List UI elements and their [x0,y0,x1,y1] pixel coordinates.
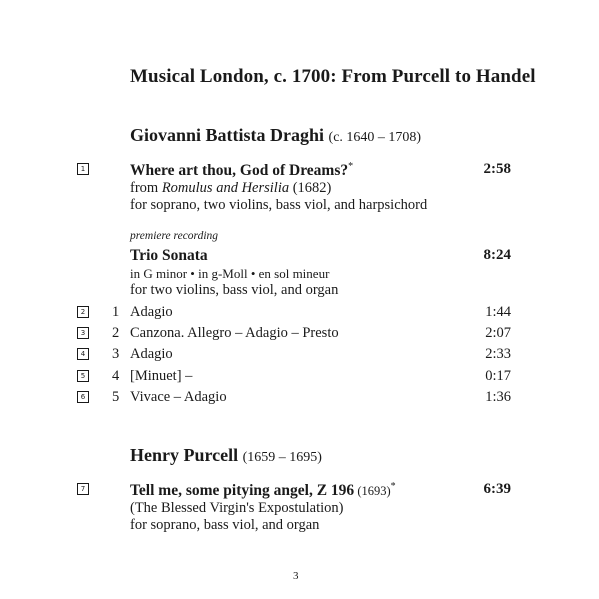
work-title-trio-sonata: Trio Sonata [130,247,208,264]
composer-dates: (1659 – 1695) [242,450,322,465]
movement-name: Vivace – Adagio [130,389,227,405]
movement-duration: 1:36 [485,389,511,405]
movement-name: [Minuet] – [130,368,193,384]
track-number-box: 7 [77,483,89,495]
track-number-box: 5 [77,370,89,382]
track-number-box: 3 [77,327,89,339]
source-year: (1682) [289,180,332,196]
composer-name: Henry Purcell [130,445,239,465]
work-scoring: for soprano, two violins, bass viol, and harpsichord [130,197,428,213]
movement-number: 2 [112,325,120,341]
work-source [130,180,331,197]
movement-number: 1 [112,304,120,320]
movement-duration: 0:17 [485,368,511,384]
movement-number: 3 [112,346,120,362]
source-title: Romulus and Hersilia [161,180,290,196]
track-number-box: 1 [77,163,89,175]
movement-name: Adagio [130,304,173,320]
work-duration: 8:24 [483,247,511,263]
work-key: in G minor • in g-Moll • en sol mineur [130,266,330,281]
track-number-box: 6 [77,391,89,403]
movement-name: Canzona. Allegro – Adagio – Presto [130,325,339,341]
composer-heading-draghi [130,125,421,146]
page-title: Musical London, c. 1700: From Purcell to Handel [130,66,536,87]
work-year: (1693) [354,484,391,499]
movement-number: 4 [112,368,120,384]
page-number: 3 [293,570,299,582]
work-scoring: for two violins, bass viol, and organ [130,282,339,298]
composer-name: Giovanni Battista Draghi [130,125,325,145]
work-duration: 6:39 [483,481,511,497]
asterisk-mark: * [348,161,354,172]
work-title-text: Tell me, some pitying angel, Z 196 [130,482,355,500]
movement-number: 5 [112,389,120,405]
work-title-text: Where art thou, God of Dreams? [130,162,349,180]
work-scoring: for soprano, bass viol, and organ [130,517,320,533]
movement-duration: 2:07 [485,325,511,341]
track-number-box: 4 [77,348,89,360]
movement-duration: 2:33 [485,346,511,362]
composer-dates: (c. 1640 – 1708) [328,130,422,145]
source-prefix: from [130,180,162,196]
movement-duration: 1:44 [485,304,511,320]
track-number-box: 2 [77,306,89,318]
work-title-where-art-thou [130,161,353,180]
work-duration: 2:58 [483,161,511,177]
premiere-note: premiere recording [130,230,219,242]
composer-heading-purcell [130,445,322,466]
work-subtitle: (The Blessed Virgin's Expostulation) [130,500,344,516]
work-title-tell-me [130,481,396,500]
asterisk-mark: * [390,481,396,492]
movement-name: Adagio [130,346,173,362]
